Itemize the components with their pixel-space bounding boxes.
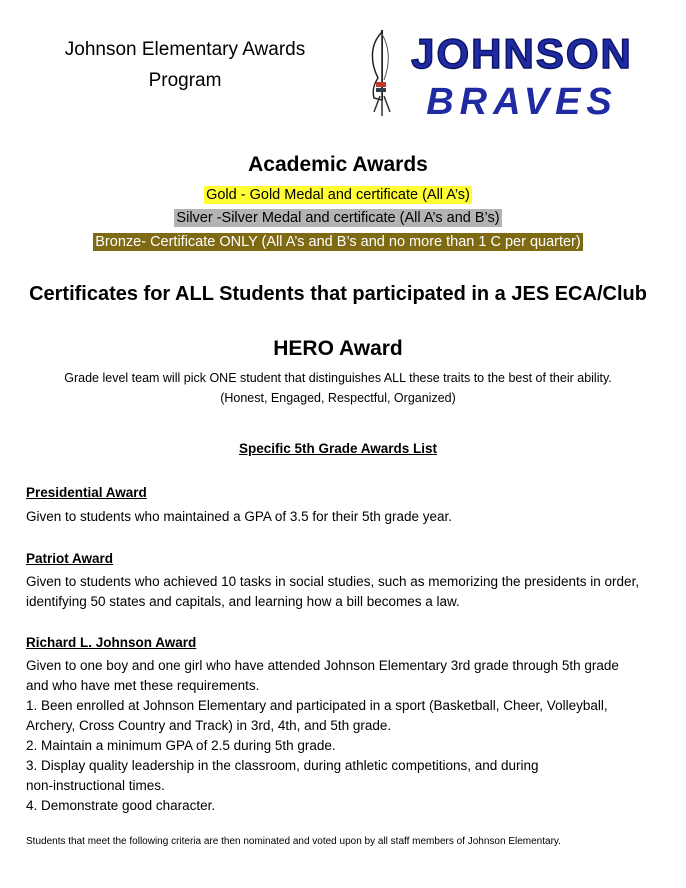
gold-tier — [0, 185, 676, 205]
logo-text-braves: BRAVES — [426, 81, 618, 122]
johnson-award-body — [26, 656, 656, 816]
program-title-line2: Program — [148, 70, 222, 91]
johnson-line: 2. Maintain a minimum GPA of 2.5 during 5th grade. — [26, 738, 336, 753]
bronze-tier-text: Bronze- Certificate ONLY (All A’s and B’s and no more than 1 C per quarter) — [95, 234, 581, 250]
johnson-line: 4. Demonstrate good character. — [26, 798, 216, 813]
silver-tier — [0, 208, 676, 228]
hero-award-title: HERO Award — [273, 337, 403, 360]
presidential-award-title: Presidential Award — [26, 485, 147, 500]
johnson-line: 1. Been enrolled at Johnson Elementary and participated in a sport (Basketball, Cheer, Volleyball, — [26, 698, 608, 713]
patriot-award-title: Patriot Award — [26, 551, 114, 566]
silver-tier-text: Silver -Silver Medal and certificate (All A’s and B’s) — [176, 210, 500, 226]
johnson-line: Archery, Cross Country and Track) in 3rd, 4th, and 5th grade. — [26, 718, 392, 733]
awards-list-title: Specific 5th Grade Awards List — [238, 441, 438, 456]
logo-text-johnson: JOHNSON — [411, 30, 633, 77]
academic-awards-title: Academic Awards — [248, 153, 428, 176]
certificates-title: Certificates for ALL Students that participated in a JES ECA/Club — [29, 283, 647, 305]
johnson-award-title: Richard L. Johnson Award — [26, 635, 197, 650]
patriot-award-body — [26, 572, 656, 612]
presidential-award-body — [26, 507, 656, 527]
footer-note: Students that meet the following criteria are then nominated and voted upon by all staff members of Johnson Elementary. — [26, 836, 561, 847]
hero-description-line2: (Honest, Engaged, Respectful, Organized) — [220, 391, 456, 405]
gold-tier-text: Gold - Gold Medal and certificate (All A’s) — [206, 187, 470, 203]
hero-description-line1: Grade level team will pick ONE student that distinguishes ALL these traits to the best of their ability. — [64, 371, 612, 385]
hero-award-description — [20, 368, 656, 408]
program-title — [20, 34, 350, 96]
johnson-line: and who have met these requirements. — [26, 678, 260, 693]
program-title-line1: Johnson Elementary Awards — [64, 39, 306, 60]
feather-icon — [372, 30, 390, 116]
bronze-tier — [0, 232, 676, 252]
patriot-line: Given to students who achieved 10 tasks in social studies, such as memorizing the presidents in order, — [26, 574, 640, 589]
johnson-line: 3. Display quality leadership in the classroom, during athletic competitions, and during — [26, 758, 539, 773]
presidential-line: Given to students who maintained a GPA of 3.5 for their 5th grade year. — [26, 509, 453, 524]
johnson-line: non-instructional times. — [26, 778, 165, 793]
patriot-line: identifying 50 states and capitals, and learning how a bill becomes a law. — [26, 594, 460, 609]
johnson-line: Given to one boy and one girl who have attended Johnson Elementary 3rd grade through 5th grade — [26, 658, 619, 673]
johnson-braves-logo — [360, 22, 650, 122]
